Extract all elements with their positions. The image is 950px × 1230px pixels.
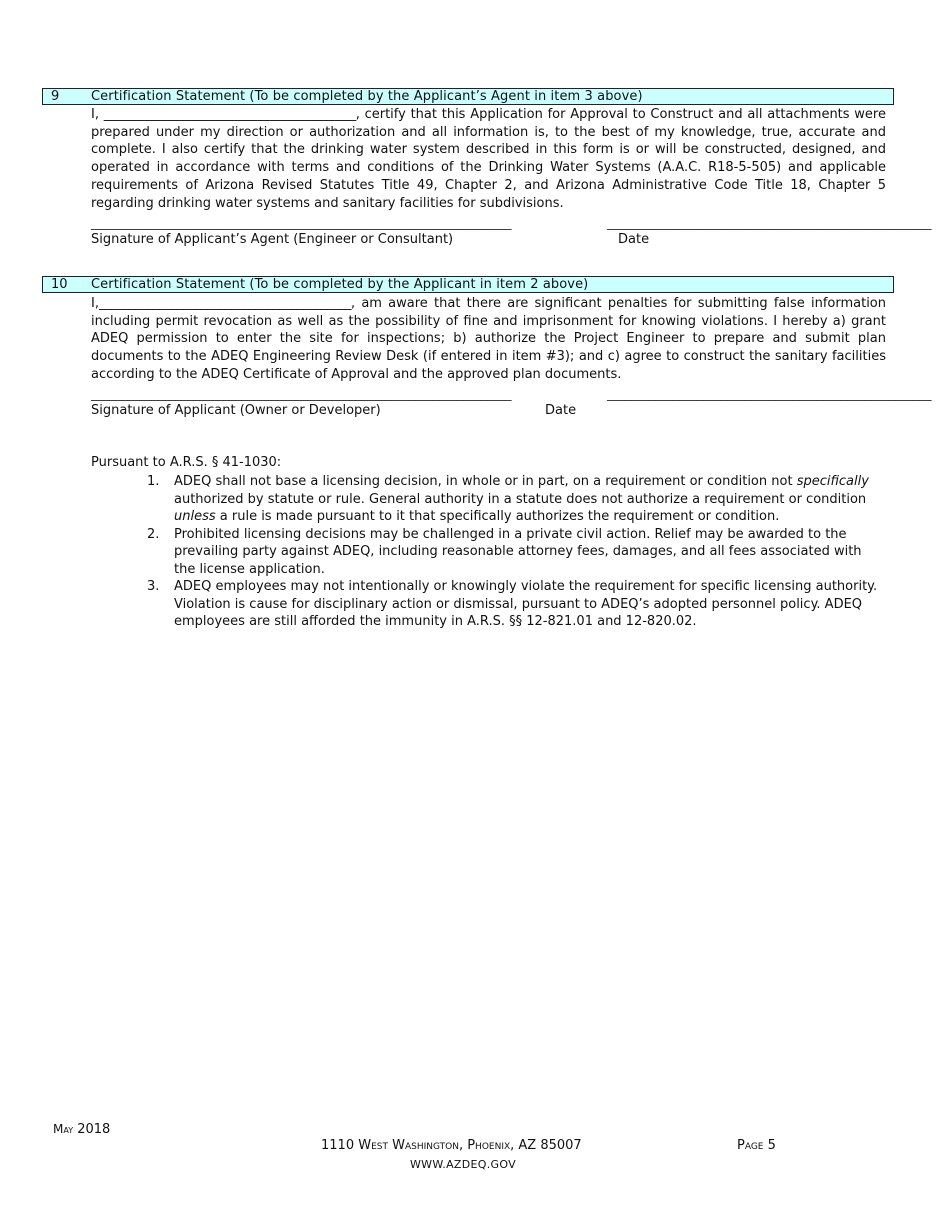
footer-month: May [53,1122,74,1136]
ars-item-text: Prohibited licensing decisions may be challenged in a private civil action. Relief may be awarded to the prevailing party against ADEQ, including reasonable attorney fees, damages, and all fees associated with the license application. [174,526,862,577]
section-10-date-label: Date [545,403,577,418]
footer-website-link[interactable]: WWW.AZDEQ.GOV [410,1158,516,1171]
section-10-title: Certification Statement (To be completed by the Applicant in item 2 above) [91,277,589,292]
section-9-name-blank[interactable]: __________________________________________ [103,107,356,122]
footer-address: 1110 West Washington, Phoenix, AZ 85007 [321,1138,582,1153]
section-9-blank-prefix: I, [91,107,104,122]
ars-item-text: ADEQ shall not base a licensing decision, in whole or in part, on a requirement or condition not [174,474,797,489]
section-10-date-line[interactable]: ______________________________________________________ [607,387,931,402]
section-9-header [42,88,894,105]
section-9-statement-text: , certify that this Application for Approval to Construct and all attachments were prepared under my direction or authorization and all information is, to the best of my knowledge, true, accurate and complete. I also certify that the drinking water system described in this form is or will be constructed, designed, and operated in accordance with terms and conditions of the Drinking Water Systems (A.A.C. R18-5-505) and applicable requirements of Arizona Revised Statutes Title 49, Chapter 2, and Arizona Administrative Code Title 18, Chapter 5 regarding drinking water systems and sanitary facilities for subdivisions. [91,107,886,211]
footer-revision-date [53,1121,110,1138]
section-9-number: 9 [51,89,60,104]
ars-notice-list [145,473,880,631]
section-9-signature-label: Signature of Applicant’s Agent (Engineer or Consultant) [91,232,454,247]
section-10-blank-prefix: I, [91,296,99,311]
ars-item-text: a rule is made pursuant to it that specifically authorizes the requirement or condition. [215,509,780,524]
ars-item-number: 1. [147,474,160,489]
section-9-signature-line[interactable]: ______________________________________________________________________ [91,216,511,231]
section-10-header [42,276,894,293]
ars-notice-title: Pursuant to A.R.S. § 41-1030: [91,455,282,470]
ars-item-number: 2. [147,526,160,542]
section-10-number: 10 [51,277,68,292]
section-9-statement [91,106,886,212]
section-10-signature-line[interactable]: ______________________________________________________________________ [91,387,511,402]
section-10-statement-text: , am aware that there are significant penalties for submitting false information including permit revocation as well as the possibility of fine and imprisonment for knowing violations. I hereby a) grant ADEQ permission to enter the site for inspections; b) authorize the Project Engineer to prepare and submit plan documents to the ADEQ Engineering Review Desk (if entered in item #3); and c) agree to construct the sanitary facilities according to the ADEQ Certificate of Approval and the approved plan documents. [91,296,886,382]
ars-item-text: ADEQ employees may not intentionally or knowingly violate the requirement for specific licensing authority. Violation is cause for disciplinary action or dismissal, pursuant to ADEQ’s adopted personnel policy. ADEQ employees are still afforded the immunity in A.R.S. §§ 12-821.01 and 12-820.02. [174,579,878,629]
ars-item-emphasis: specifically [796,474,869,489]
ars-item-text: authorized by statute or rule. General authority in a statute does not authorize a requirement or condition [174,491,867,507]
section-10-statement [91,295,886,384]
section-10-signature-label: Signature of Applicant (Owner or Developer) [91,403,381,418]
ars-item-number: 3. [147,579,160,594]
section-9-title: Certification Statement (To be completed by the Applicant’s Agent in item 3 above) [91,89,643,104]
ars-item-2 [145,526,880,579]
ars-item-emphasis: unless [174,509,216,524]
footer-year: 2018 [73,1122,111,1137]
ars-item-3 [145,578,880,631]
section-9-date-label: Date [618,232,650,247]
footer-page-number: Page 5 [737,1138,776,1153]
ars-item-1 [145,473,880,526]
section-9-date-line[interactable]: ______________________________________________________ [607,216,931,231]
section-10-name-blank[interactable]: __________________________________________ [98,296,351,311]
